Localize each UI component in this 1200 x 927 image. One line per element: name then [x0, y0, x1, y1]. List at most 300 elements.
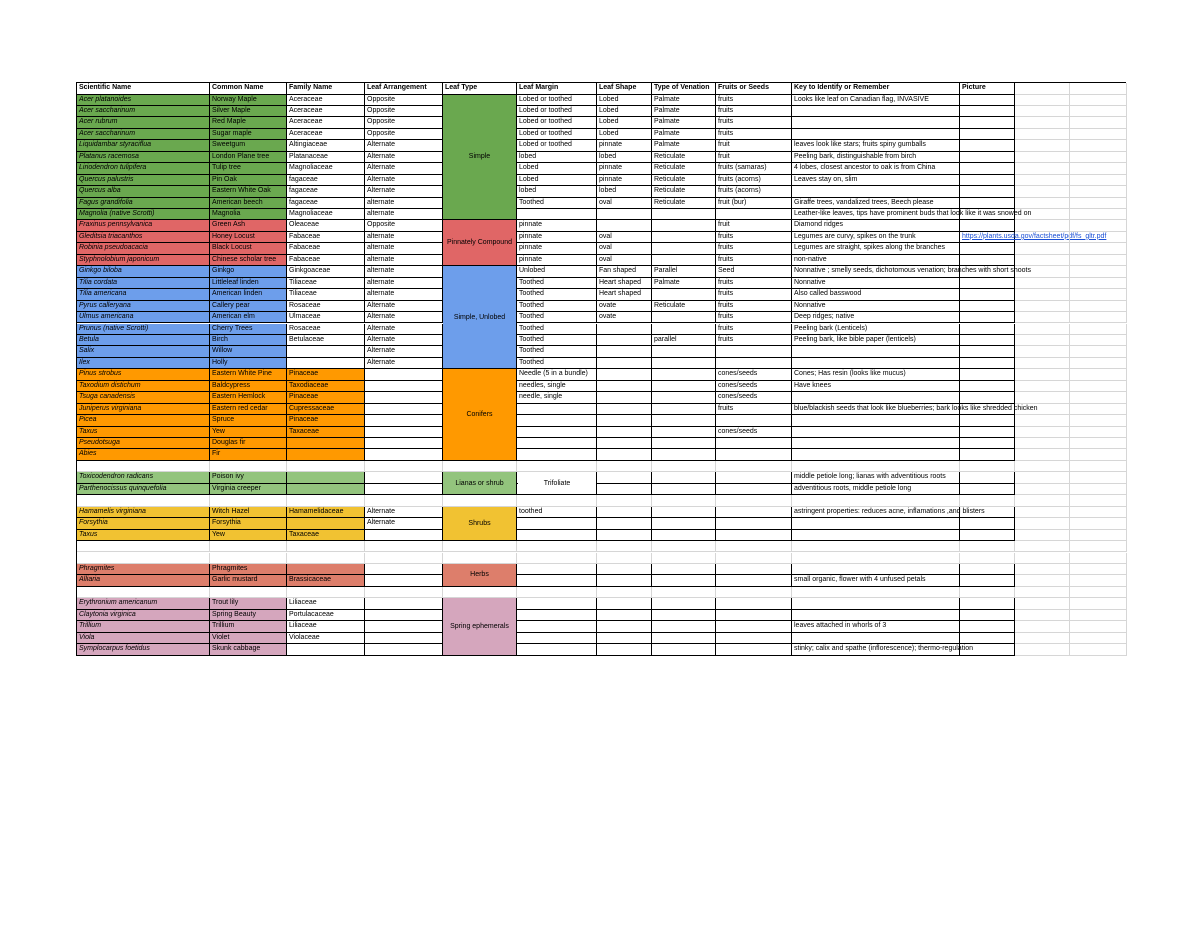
venation-cell[interactable]	[652, 507, 716, 518]
leaf-arrangement-cell[interactable]: alternate	[365, 243, 443, 254]
empty-cell[interactable]	[1070, 564, 1127, 575]
empty-cell[interactable]	[1070, 198, 1127, 209]
leaf-margin-cell[interactable]: Toothed	[517, 335, 597, 346]
key-to-identify-cell[interactable]: middle petiole long; lianas with adventitious roots	[792, 472, 960, 483]
empty-cell[interactable]	[1070, 324, 1127, 335]
empty-cell[interactable]	[1070, 507, 1127, 518]
empty-cell[interactable]	[1015, 461, 1070, 472]
leaf-arrangement-cell[interactable]	[365, 564, 443, 575]
scientific-name-cell[interactable]: Viola	[77, 633, 210, 644]
empty-cell[interactable]	[1070, 369, 1127, 380]
key-to-identify-cell[interactable]	[792, 186, 960, 197]
common-name-cell[interactable]: Chinese scholar tree	[210, 255, 287, 266]
picture-cell[interactable]	[960, 324, 1015, 335]
empty-cell[interactable]	[792, 495, 960, 506]
empty-cell[interactable]	[1070, 404, 1127, 415]
leaf-arrangement-cell[interactable]: Alternate	[365, 186, 443, 197]
scientific-name-cell[interactable]: Magnolia (native Scrotti)	[77, 209, 210, 220]
leaf-margin-cell[interactable]: Toothed	[517, 198, 597, 209]
key-to-identify-cell[interactable]: Legumes are curvy, spikes on the trunk	[792, 232, 960, 243]
empty-cell[interactable]	[1070, 335, 1127, 346]
empty-cell[interactable]	[1015, 220, 1070, 231]
family-name-cell[interactable]	[287, 449, 365, 460]
leaf-margin-cell[interactable]	[517, 598, 597, 609]
empty-cell[interactable]	[1070, 495, 1127, 506]
leaf-arrangement-cell[interactable]: alternate	[365, 232, 443, 243]
empty-cell[interactable]	[597, 495, 652, 506]
key-to-identify-cell[interactable]	[792, 392, 960, 403]
scientific-name-cell[interactable]: Claytonia virginica	[77, 610, 210, 621]
leaf-margin-cell[interactable]	[517, 633, 597, 644]
empty-cell[interactable]	[1070, 587, 1127, 598]
empty-cell[interactable]	[597, 587, 652, 598]
family-name-cell[interactable]: Fabaceae	[287, 255, 365, 266]
picture-cell[interactable]	[960, 484, 1015, 495]
scientific-name-cell[interactable]: Platanus racemosa	[77, 152, 210, 163]
picture-cell[interactable]	[960, 415, 1015, 426]
venation-cell[interactable]: Parallel	[652, 266, 716, 277]
key-to-identify-cell[interactable]: Cones; Has resin (looks like mucus)	[792, 369, 960, 380]
leaf-margin-cell[interactable]: pinnate	[517, 243, 597, 254]
leaf-margin-cell[interactable]	[517, 518, 597, 529]
venation-cell[interactable]	[652, 346, 716, 357]
leaf-shape-cell[interactable]: Lobed	[597, 106, 652, 117]
venation-cell[interactable]: Palmate	[652, 106, 716, 117]
common-name-cell[interactable]: Poison ivy	[210, 472, 287, 483]
scientific-name-cell[interactable]: Tilia cordata	[77, 278, 210, 289]
venation-cell[interactable]: Reticulate	[652, 186, 716, 197]
empty-cell[interactable]	[1070, 152, 1127, 163]
picture-cell[interactable]	[960, 209, 1015, 220]
venation-cell[interactable]	[652, 312, 716, 323]
leaf-arrangement-cell[interactable]	[365, 369, 443, 380]
picture-cell[interactable]	[960, 598, 1015, 609]
empty-cell[interactable]	[77, 461, 210, 472]
common-name-cell[interactable]: Skunk cabbage	[210, 644, 287, 655]
common-name-cell[interactable]: Willow	[210, 346, 287, 357]
leaf-arrangement-cell[interactable]: Alternate	[365, 335, 443, 346]
common-name-cell[interactable]: Eastern Hemlock	[210, 392, 287, 403]
picture-cell[interactable]	[960, 346, 1015, 357]
fruits-seeds-cell[interactable]: fruits	[716, 95, 792, 106]
leaf-arrangement-cell[interactable]	[365, 381, 443, 392]
common-name-cell[interactable]: American beech	[210, 198, 287, 209]
venation-cell[interactable]: Reticulate	[652, 198, 716, 209]
fruits-seeds-cell[interactable]	[716, 438, 792, 449]
common-name-cell[interactable]: Cherry Trees	[210, 324, 287, 335]
leaf-arrangement-cell[interactable]: Alternate	[365, 152, 443, 163]
key-to-identify-cell[interactable]: small organic, flower with 4 unfused petals	[792, 575, 960, 586]
common-name-cell[interactable]: Garlic mustard	[210, 575, 287, 586]
empty-cell[interactable]	[1070, 129, 1127, 140]
column-header[interactable]: Leaf Margin	[517, 83, 597, 95]
leaf-arrangement-cell[interactable]: Alternate	[365, 518, 443, 529]
venation-cell[interactable]	[652, 518, 716, 529]
scientific-name-cell[interactable]: Styphnolobium japonicum	[77, 255, 210, 266]
empty-cell[interactable]	[597, 553, 652, 564]
picture-cell[interactable]	[960, 381, 1015, 392]
empty-cell[interactable]	[287, 553, 365, 564]
leaf-margin-cell[interactable]	[517, 449, 597, 460]
key-to-identify-cell[interactable]: Giraffe trees, vandalized trees, Beech please	[792, 198, 960, 209]
family-name-cell[interactable]: Oleaceae	[287, 220, 365, 231]
empty-cell[interactable]	[1070, 117, 1127, 128]
empty-cell[interactable]	[1070, 106, 1127, 117]
empty-cell[interactable]	[1015, 472, 1070, 483]
picture-cell[interactable]	[960, 575, 1015, 586]
picture-cell[interactable]	[960, 427, 1015, 438]
key-to-identify-cell[interactable]: Looks like leaf on Canadian flag, INVASIVE	[792, 95, 960, 106]
scientific-name-cell[interactable]: Pseudotsuga	[77, 438, 210, 449]
fruits-seeds-cell[interactable]: fruit	[716, 220, 792, 231]
key-to-identify-cell[interactable]: astringent properties: reduces acne, inflamations ,and blisters	[792, 507, 960, 518]
empty-cell[interactable]	[1070, 175, 1127, 186]
leaf-shape-cell[interactable]: ovate	[597, 312, 652, 323]
empty-cell[interactable]	[77, 553, 210, 564]
picture-cell[interactable]	[960, 335, 1015, 346]
leaf-arrangement-cell[interactable]	[365, 404, 443, 415]
scientific-name-cell[interactable]: Taxodium distichum	[77, 381, 210, 392]
leaf-arrangement-cell[interactable]: Alternate	[365, 301, 443, 312]
leaf-shape-cell[interactable]	[597, 564, 652, 575]
leaf-margin-cell[interactable]: Lobed or toothed	[517, 106, 597, 117]
family-name-cell[interactable]	[287, 358, 365, 369]
venation-cell[interactable]: Palmate	[652, 95, 716, 106]
leaf-margin-cell[interactable]: Toothed	[517, 301, 597, 312]
leaf-type-group[interactable]: Conifers	[443, 369, 517, 461]
common-name-cell[interactable]: Trout lily	[210, 598, 287, 609]
picture-cell[interactable]	[960, 564, 1015, 575]
leaf-shape-cell[interactable]	[597, 392, 652, 403]
leaf-margin-cell[interactable]: Toothed	[517, 289, 597, 300]
leaf-margin-cell[interactable]: Lobed	[517, 175, 597, 186]
leaf-margin-cell[interactable]: Lobed or toothed	[517, 117, 597, 128]
common-name-cell[interactable]: Sugar maple	[210, 129, 287, 140]
family-name-cell[interactable]: Liliaceae	[287, 598, 365, 609]
venation-cell[interactable]	[652, 575, 716, 586]
picture-cell[interactable]	[960, 438, 1015, 449]
fruits-seeds-cell[interactable]	[716, 644, 792, 655]
empty-cell[interactable]	[1070, 427, 1127, 438]
venation-cell[interactable]	[652, 472, 716, 483]
empty-cell[interactable]	[1015, 289, 1070, 300]
empty-cell[interactable]	[1070, 472, 1127, 483]
empty-cell[interactable]	[1015, 495, 1070, 506]
picture-cell[interactable]	[960, 278, 1015, 289]
leaf-type-group[interactable]: Spring ephemerals	[443, 598, 517, 655]
empty-cell[interactable]	[365, 553, 443, 564]
family-name-cell[interactable]	[287, 484, 365, 495]
fruits-seeds-cell[interactable]: fruit	[716, 140, 792, 151]
picture-cell[interactable]	[960, 621, 1015, 632]
fruits-seeds-cell[interactable]	[716, 575, 792, 586]
scientific-name-cell[interactable]: Forsythia	[77, 518, 210, 529]
common-name-cell[interactable]: Spring Beauty	[210, 610, 287, 621]
empty-cell[interactable]	[1015, 575, 1070, 586]
leaf-margin-cell[interactable]	[517, 610, 597, 621]
leaf-arrangement-cell[interactable]	[365, 427, 443, 438]
empty-cell[interactable]	[716, 461, 792, 472]
leaf-shape-cell[interactable]	[597, 575, 652, 586]
venation-cell[interactable]	[652, 209, 716, 220]
empty-cell[interactable]	[1070, 255, 1127, 266]
column-header[interactable]: Key to Identify or Remember	[792, 83, 960, 95]
empty-cell[interactable]	[1015, 232, 1070, 243]
key-to-identify-cell[interactable]	[792, 438, 960, 449]
scientific-name-cell[interactable]: Toxicodendron radicans	[77, 472, 210, 483]
empty-cell[interactable]	[1015, 392, 1070, 403]
picture-cell[interactable]	[960, 633, 1015, 644]
leaf-arrangement-cell[interactable]: Opposite	[365, 117, 443, 128]
common-name-cell[interactable]: Trillium	[210, 621, 287, 632]
leaf-margin-cell[interactable]: pinnate	[517, 220, 597, 231]
fruits-seeds-cell[interactable]: fruits	[716, 404, 792, 415]
leaf-margin-cell[interactable]: lobed	[517, 152, 597, 163]
family-name-cell[interactable]: Ulmaceae	[287, 312, 365, 323]
leaf-arrangement-cell[interactable]: Alternate	[365, 324, 443, 335]
leaf-shape-cell[interactable]: Fan shaped	[597, 266, 652, 277]
empty-cell[interactable]	[716, 587, 792, 598]
fruits-seeds-cell[interactable]: fruit (bur)	[716, 198, 792, 209]
empty-cell[interactable]	[1070, 518, 1127, 529]
empty-cell[interactable]	[1070, 575, 1127, 586]
empty-cell[interactable]	[1070, 530, 1127, 541]
common-name-cell[interactable]: Eastern White Oak	[210, 186, 287, 197]
scientific-name-cell[interactable]: Symplocarpus foetidus	[77, 644, 210, 655]
family-name-cell[interactable]	[287, 346, 365, 357]
fruits-seeds-cell[interactable]	[716, 530, 792, 541]
scientific-name-cell[interactable]: Tilia americana	[77, 289, 210, 300]
key-to-identify-cell[interactable]: Leather-like leaves, tips have prominent buds that look like it was snowed on	[792, 209, 960, 220]
empty-cell[interactable]	[1015, 438, 1070, 449]
fruits-seeds-cell[interactable]: fruits	[716, 129, 792, 140]
fruits-seeds-cell[interactable]: Seed	[716, 266, 792, 277]
picture-cell[interactable]	[960, 129, 1015, 140]
fruits-seeds-cell[interactable]: fruits	[716, 278, 792, 289]
family-name-cell[interactable]: fagaceae	[287, 186, 365, 197]
leaf-shape-cell[interactable]	[597, 484, 652, 495]
key-to-identify-cell[interactable]: Nonnative ; smelly seeds, dichotomous venation; branches with short shoots	[792, 266, 960, 277]
scientific-name-cell[interactable]: Robinia pseudoacacia	[77, 243, 210, 254]
empty-cell[interactable]	[1015, 346, 1070, 357]
scientific-name-cell[interactable]: Liriodendron tulipifera	[77, 163, 210, 174]
fruits-seeds-cell[interactable]	[716, 518, 792, 529]
leaf-margin-cell[interactable]: Toothed	[517, 358, 597, 369]
column-header[interactable]: Type of Venation	[652, 83, 716, 95]
leaf-margin-cell[interactable]	[517, 209, 597, 220]
common-name-cell[interactable]: Violet	[210, 633, 287, 644]
common-name-cell[interactable]: Norway Maple	[210, 95, 287, 106]
family-name-cell[interactable]: fagaceae	[287, 175, 365, 186]
empty-cell[interactable]	[1015, 278, 1070, 289]
family-name-cell[interactable]: Pinaceae	[287, 369, 365, 380]
common-name-cell[interactable]: Littleleaf linden	[210, 278, 287, 289]
key-to-identify-cell[interactable]: Peeling bark (Lenticels)	[792, 324, 960, 335]
picture-cell[interactable]	[960, 163, 1015, 174]
family-name-cell[interactable]	[287, 564, 365, 575]
leaf-margin-cell[interactable]: Unlobed	[517, 266, 597, 277]
key-to-identify-cell[interactable]: Also called basswood	[792, 289, 960, 300]
fruits-seeds-cell[interactable]: fruits (acorns)	[716, 175, 792, 186]
empty-cell[interactable]	[1015, 518, 1070, 529]
venation-cell[interactable]: Reticulate	[652, 175, 716, 186]
leaf-type-group[interactable]: Herbs	[443, 564, 517, 587]
family-name-cell[interactable]: Pinaceae	[287, 415, 365, 426]
common-name-cell[interactable]: Silver Maple	[210, 106, 287, 117]
family-name-cell[interactable]: Ginkgoaceae	[287, 266, 365, 277]
fruits-seeds-cell[interactable]: fruits	[716, 301, 792, 312]
empty-cell[interactable]	[1015, 598, 1070, 609]
empty-cell[interactable]	[1015, 415, 1070, 426]
key-to-identify-cell[interactable]: Peeling bark, distinguishable from birch	[792, 152, 960, 163]
fruits-seeds-cell[interactable]: fruits	[716, 255, 792, 266]
picture-cell[interactable]	[960, 152, 1015, 163]
fruits-seeds-cell[interactable]	[716, 472, 792, 483]
empty-cell[interactable]	[960, 461, 1015, 472]
leaf-shape-cell[interactable]	[597, 472, 652, 483]
empty-cell[interactable]	[517, 587, 597, 598]
empty-cell[interactable]	[1015, 117, 1070, 128]
empty-cell[interactable]	[517, 541, 597, 552]
common-name-cell[interactable]: Douglas fir	[210, 438, 287, 449]
leaf-shape-cell[interactable]	[597, 427, 652, 438]
family-name-cell[interactable]: Taxodiaceae	[287, 381, 365, 392]
key-to-identify-cell[interactable]: Leaves stay on, slim	[792, 175, 960, 186]
empty-cell[interactable]	[1015, 175, 1070, 186]
empty-cell[interactable]	[792, 541, 960, 552]
common-name-cell[interactable]: Pin Oak	[210, 175, 287, 186]
venation-cell[interactable]: Palmate	[652, 129, 716, 140]
scientific-name-cell[interactable]: Parthenocissus quinquefolia	[77, 484, 210, 495]
empty-cell[interactable]	[1070, 644, 1127, 655]
key-to-identify-cell[interactable]: Diamond ridges	[792, 220, 960, 231]
scientific-name-cell[interactable]: Acer saccharinum	[77, 129, 210, 140]
key-to-identify-cell[interactable]: adventitious roots, middle petiole long	[792, 484, 960, 495]
fruits-seeds-cell[interactable]	[716, 507, 792, 518]
venation-cell[interactable]: Palmate	[652, 278, 716, 289]
picture-cell[interactable]	[960, 644, 1015, 655]
column-header[interactable]: Leaf Shape	[597, 83, 652, 95]
scientific-name-cell[interactable]: Hamamelis virginiana	[77, 507, 210, 518]
leaf-type-group[interactable]: Pinnately Compound	[443, 220, 517, 266]
fruits-seeds-cell[interactable]: fruits	[716, 106, 792, 117]
empty-cell[interactable]	[1070, 381, 1127, 392]
picture-cell[interactable]	[960, 392, 1015, 403]
picture-cell[interactable]	[960, 243, 1015, 254]
venation-cell[interactable]: Reticulate	[652, 152, 716, 163]
empty-cell[interactable]	[1015, 324, 1070, 335]
leaf-margin-cell[interactable]	[517, 438, 597, 449]
empty-cell[interactable]	[77, 495, 210, 506]
fruits-seeds-cell[interactable]: fruits	[716, 324, 792, 335]
empty-cell[interactable]	[1070, 301, 1127, 312]
leaf-arrangement-cell[interactable]	[365, 633, 443, 644]
leaf-shape-cell[interactable]	[597, 518, 652, 529]
empty-cell[interactable]	[1070, 278, 1127, 289]
key-to-identify-cell[interactable]: leaves attached in whorls of 3	[792, 621, 960, 632]
scientific-name-cell[interactable]: Picea	[77, 415, 210, 426]
empty-cell[interactable]	[716, 553, 792, 564]
empty-cell[interactable]	[1015, 140, 1070, 151]
empty-cell[interactable]	[1015, 633, 1070, 644]
leaf-shape-cell[interactable]: Lobed	[597, 117, 652, 128]
empty-cell[interactable]	[1070, 163, 1127, 174]
leaf-arrangement-cell[interactable]: Alternate	[365, 358, 443, 369]
scientific-name-cell[interactable]: Taxus	[77, 530, 210, 541]
family-name-cell[interactable]: Hamamelidaceae	[287, 507, 365, 518]
scientific-name-cell[interactable]: Tsuga canadensis	[77, 392, 210, 403]
empty-cell[interactable]	[652, 541, 716, 552]
leaf-arrangement-cell[interactable]: Alternate	[365, 163, 443, 174]
empty-cell[interactable]	[652, 553, 716, 564]
key-to-identify-cell[interactable]: Deep ridges; native	[792, 312, 960, 323]
empty-cell[interactable]	[1015, 507, 1070, 518]
leaf-shape-cell[interactable]: lobed	[597, 186, 652, 197]
fruits-seeds-cell[interactable]: fruits	[716, 117, 792, 128]
leaf-arrangement-cell[interactable]: alternate	[365, 209, 443, 220]
leaf-shape-cell[interactable]	[597, 209, 652, 220]
key-to-identify-cell[interactable]	[792, 610, 960, 621]
scientific-name-cell[interactable]: Alliaria	[77, 575, 210, 586]
family-name-cell[interactable]: Fabaceae	[287, 232, 365, 243]
leaf-margin-cell[interactable]: Toothed	[517, 278, 597, 289]
picture-cell[interactable]	[960, 95, 1015, 106]
common-name-cell[interactable]: Callery pear	[210, 301, 287, 312]
family-name-cell[interactable]: Magnoliaceae	[287, 163, 365, 174]
empty-cell[interactable]	[1070, 449, 1127, 460]
leaf-shape-cell[interactable]	[597, 381, 652, 392]
common-name-cell[interactable]: Sweetgum	[210, 140, 287, 151]
fruits-seeds-cell[interactable]: fruits	[716, 232, 792, 243]
leaf-arrangement-cell[interactable]: alternate	[365, 278, 443, 289]
picture-cell[interactable]	[960, 117, 1015, 128]
family-name-cell[interactable]: Liliaceae	[287, 621, 365, 632]
leaf-margin-cell[interactable]: Lobed or toothed	[517, 129, 597, 140]
leaf-margin-cell[interactable]: toothed	[517, 507, 597, 518]
empty-cell[interactable]	[792, 461, 960, 472]
leaf-shape-cell[interactable]	[597, 358, 652, 369]
family-name-cell[interactable]: Aceraceae	[287, 95, 365, 106]
venation-cell[interactable]	[652, 633, 716, 644]
key-to-identify-cell[interactable]	[792, 129, 960, 140]
picture-cell[interactable]	[960, 472, 1015, 483]
fruits-seeds-cell[interactable]	[716, 346, 792, 357]
empty-cell[interactable]	[960, 553, 1015, 564]
leaf-margin-cell[interactable]: Lobed	[517, 163, 597, 174]
common-name-cell[interactable]: Spruce	[210, 415, 287, 426]
fruits-seeds-cell[interactable]	[716, 449, 792, 460]
empty-cell[interactable]	[1015, 106, 1070, 117]
fruits-seeds-cell[interactable]: fruits	[716, 335, 792, 346]
picture-cell[interactable]	[960, 301, 1015, 312]
venation-cell[interactable]	[652, 427, 716, 438]
picture-cell[interactable]	[960, 610, 1015, 621]
venation-cell[interactable]	[652, 289, 716, 300]
family-name-cell[interactable]: Taxaceae	[287, 427, 365, 438]
empty-cell[interactable]	[1015, 564, 1070, 575]
leaf-shape-cell[interactable]: Lobed	[597, 129, 652, 140]
picture-cell[interactable]	[960, 518, 1015, 529]
empty-cell[interactable]	[1015, 369, 1070, 380]
family-name-cell[interactable]: Tiliaceae	[287, 278, 365, 289]
key-to-identify-cell[interactable]	[792, 530, 960, 541]
scientific-name-cell[interactable]: Taxus	[77, 427, 210, 438]
leaf-shape-cell[interactable]: pinnate	[597, 163, 652, 174]
empty-cell[interactable]	[1015, 530, 1070, 541]
leaf-shape-cell[interactable]: Heart shaped	[597, 289, 652, 300]
empty-cell[interactable]	[287, 461, 365, 472]
empty-cell[interactable]	[210, 461, 287, 472]
